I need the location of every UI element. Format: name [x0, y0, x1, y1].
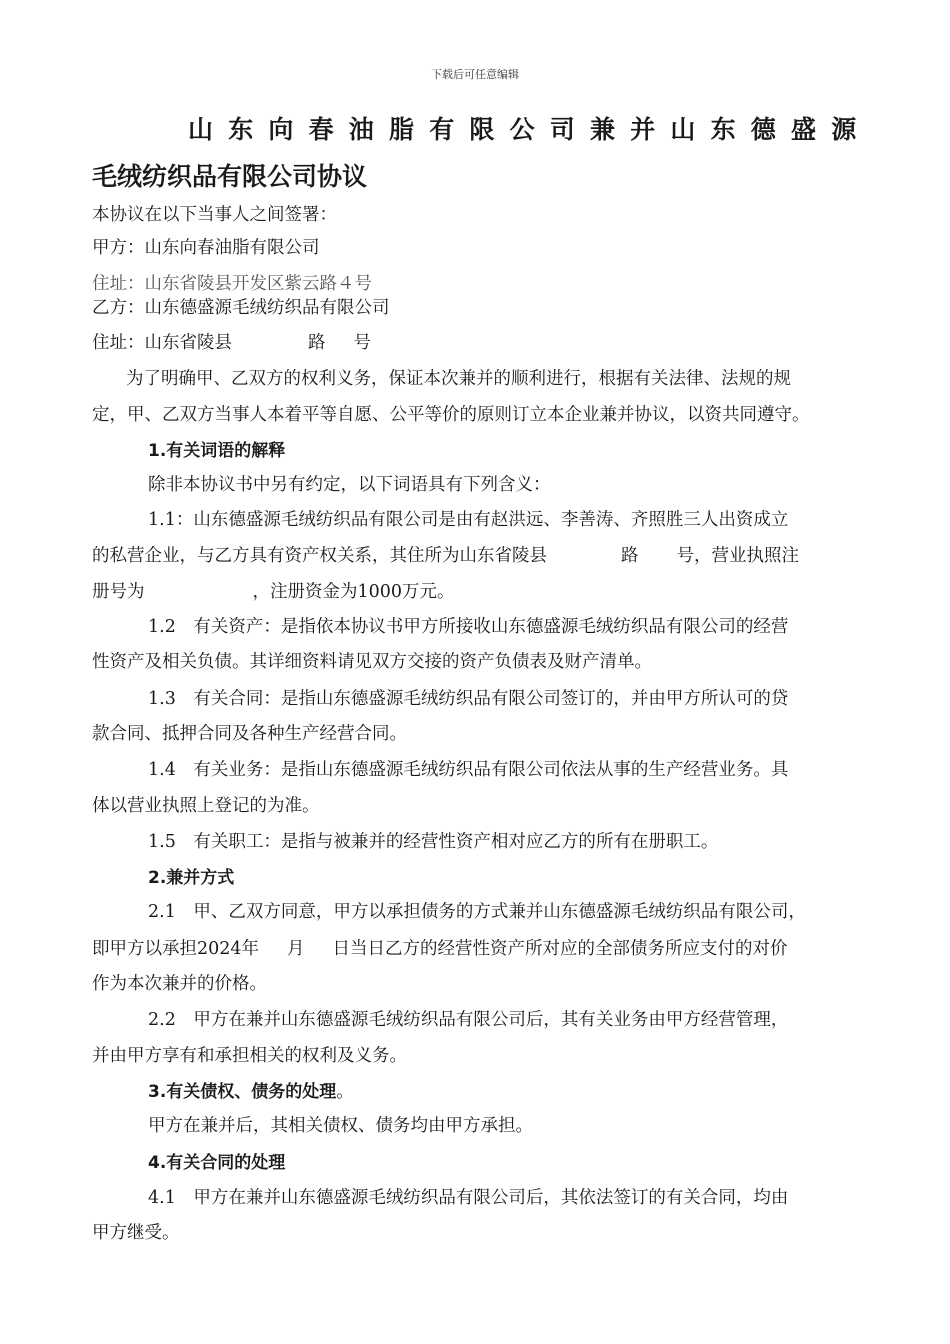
section-1-lead: 除非本协议书中另有约定，以下词语具有下列含义：	[148, 475, 551, 495]
party-b-address-road: 路	[308, 333, 326, 353]
clause-2-2-line-2: 并由甲方享有和承担相关的权利及义务。	[92, 1046, 407, 1066]
page-header: 下载后可任意编辑	[431, 68, 519, 81]
clause-1-5-line-1: 1.5 有关职工：是指与被兼并的经营性资产相对应乙方的所有在册职工。	[148, 832, 719, 852]
document-title-line-2: 毛绒纺织品有限公司协议	[92, 162, 368, 191]
clause-1-1-line-1: 1.1：山东德盛源毛绒纺织品有限公司是由有赵洪远、李善涛、齐照胜三人出资成立	[148, 510, 789, 530]
party-b-address-prefix: 住址：山东省陵县	[92, 333, 232, 353]
clause-1-1-reg-label: 册号为	[92, 582, 145, 602]
clause-1-4-line-1: 1.4 有关业务：是指山东德盛源毛绒纺织品有限公司依法从事的生产经营业务。具	[148, 760, 789, 780]
clause-1-3-line-1: 1.3 有关合同：是指山东德盛源毛绒纺织品有限公司签订的，并由甲方所认可的贷	[148, 689, 789, 709]
clause-1-1-line-3	[92, 578, 455, 603]
clause-2-1-day-text: 日当日乙方的经营性资产所对应的全部债务所应支付的对价	[332, 939, 788, 959]
section-3-heading-text: 3.有关债权、债务的处理	[148, 1082, 337, 1102]
clause-1-1-line-2	[92, 542, 799, 567]
intro-text: 本协议在以下当事人之间签署：	[92, 205, 337, 225]
clause-2-1-line-3: 作为本次兼并的价格。	[92, 974, 267, 994]
clause-1-1-capital: ，注册资金为1000万元。	[252, 582, 455, 602]
party-b-name: 乙方：山东德盛源毛绒纺织品有限公司	[92, 298, 390, 318]
clause-4-1-line-2: 甲方继受。	[92, 1223, 180, 1243]
clause-1-3-line-2: 款合同、抵押合同及各种生产经营合同。	[92, 724, 407, 744]
clause-2-1-line-2	[92, 935, 788, 960]
clause-1-1-license-text: 号，营业执照注	[676, 546, 799, 566]
clause-1-2-line-1: 1.2 有关资产：是指依本协议书甲方所接收山东德盛源毛绒纺织品有限公司的经营	[148, 617, 789, 637]
clause-2-1-month: 月	[287, 939, 305, 959]
section-1-heading: 1.有关词语的解释	[148, 441, 286, 461]
party-b-address-number: 号	[353, 333, 371, 353]
section-2-heading: 2.兼并方式	[148, 868, 235, 888]
clause-1-1-road: 路	[621, 546, 639, 566]
party-a-name: 甲方：山东向春油脂有限公司	[92, 238, 320, 258]
clause-1-2-line-2: 性资产及相关负债。其详细资料请见双方交接的资产负债表及财产清单。	[92, 652, 652, 672]
party-a-address: 住址：山东省陵县开发区紫云路４号	[92, 274, 372, 294]
clause-1-1-address-text: 的私营企业，与乙方具有资产权关系，其住所为山东省陵县	[92, 546, 547, 566]
party-b-address	[92, 329, 371, 354]
preamble-line-1: 为了明确甲、乙双方的权利义务，保证本次兼并的顺利进行，根据有关法律、法规的规	[126, 369, 791, 389]
clause-2-1-year: 即甲方以承担2024年	[92, 939, 260, 959]
section-3-heading-suffix: 。	[336, 1082, 354, 1102]
section-4-heading: 4.有关合同的处理	[148, 1153, 286, 1173]
document-title-line-1: 山东向春油脂有限公司兼并山东德盛源	[188, 115, 872, 144]
clause-4-1-line-1: 4.1 甲方在兼并山东德盛源毛绒纺织品有限公司后，其依法签订的有关合同，均由	[148, 1188, 789, 1208]
clause-1-4-line-2: 体以营业执照上登记的为准。	[92, 796, 320, 816]
section-3-heading	[148, 1077, 354, 1103]
clause-2-2-line-1: 2.2 甲方在兼并山东德盛源毛绒纺织品有限公司后，其有关业务由甲方经营管理，	[148, 1010, 789, 1030]
clause-2-1-line-1: 2.1 甲、乙双方同意，甲方以承担债务的方式兼并山东德盛源毛绒纺织品有限公司，	[148, 902, 806, 922]
preamble-line-2: 定，甲、乙双方当事人本着平等自愿、公平等价的原则订立本企业兼并协议，以资共同遵守。	[92, 405, 810, 425]
section-3-body: 甲方在兼并后，其相关债权、债务均由甲方承担。	[148, 1116, 533, 1136]
